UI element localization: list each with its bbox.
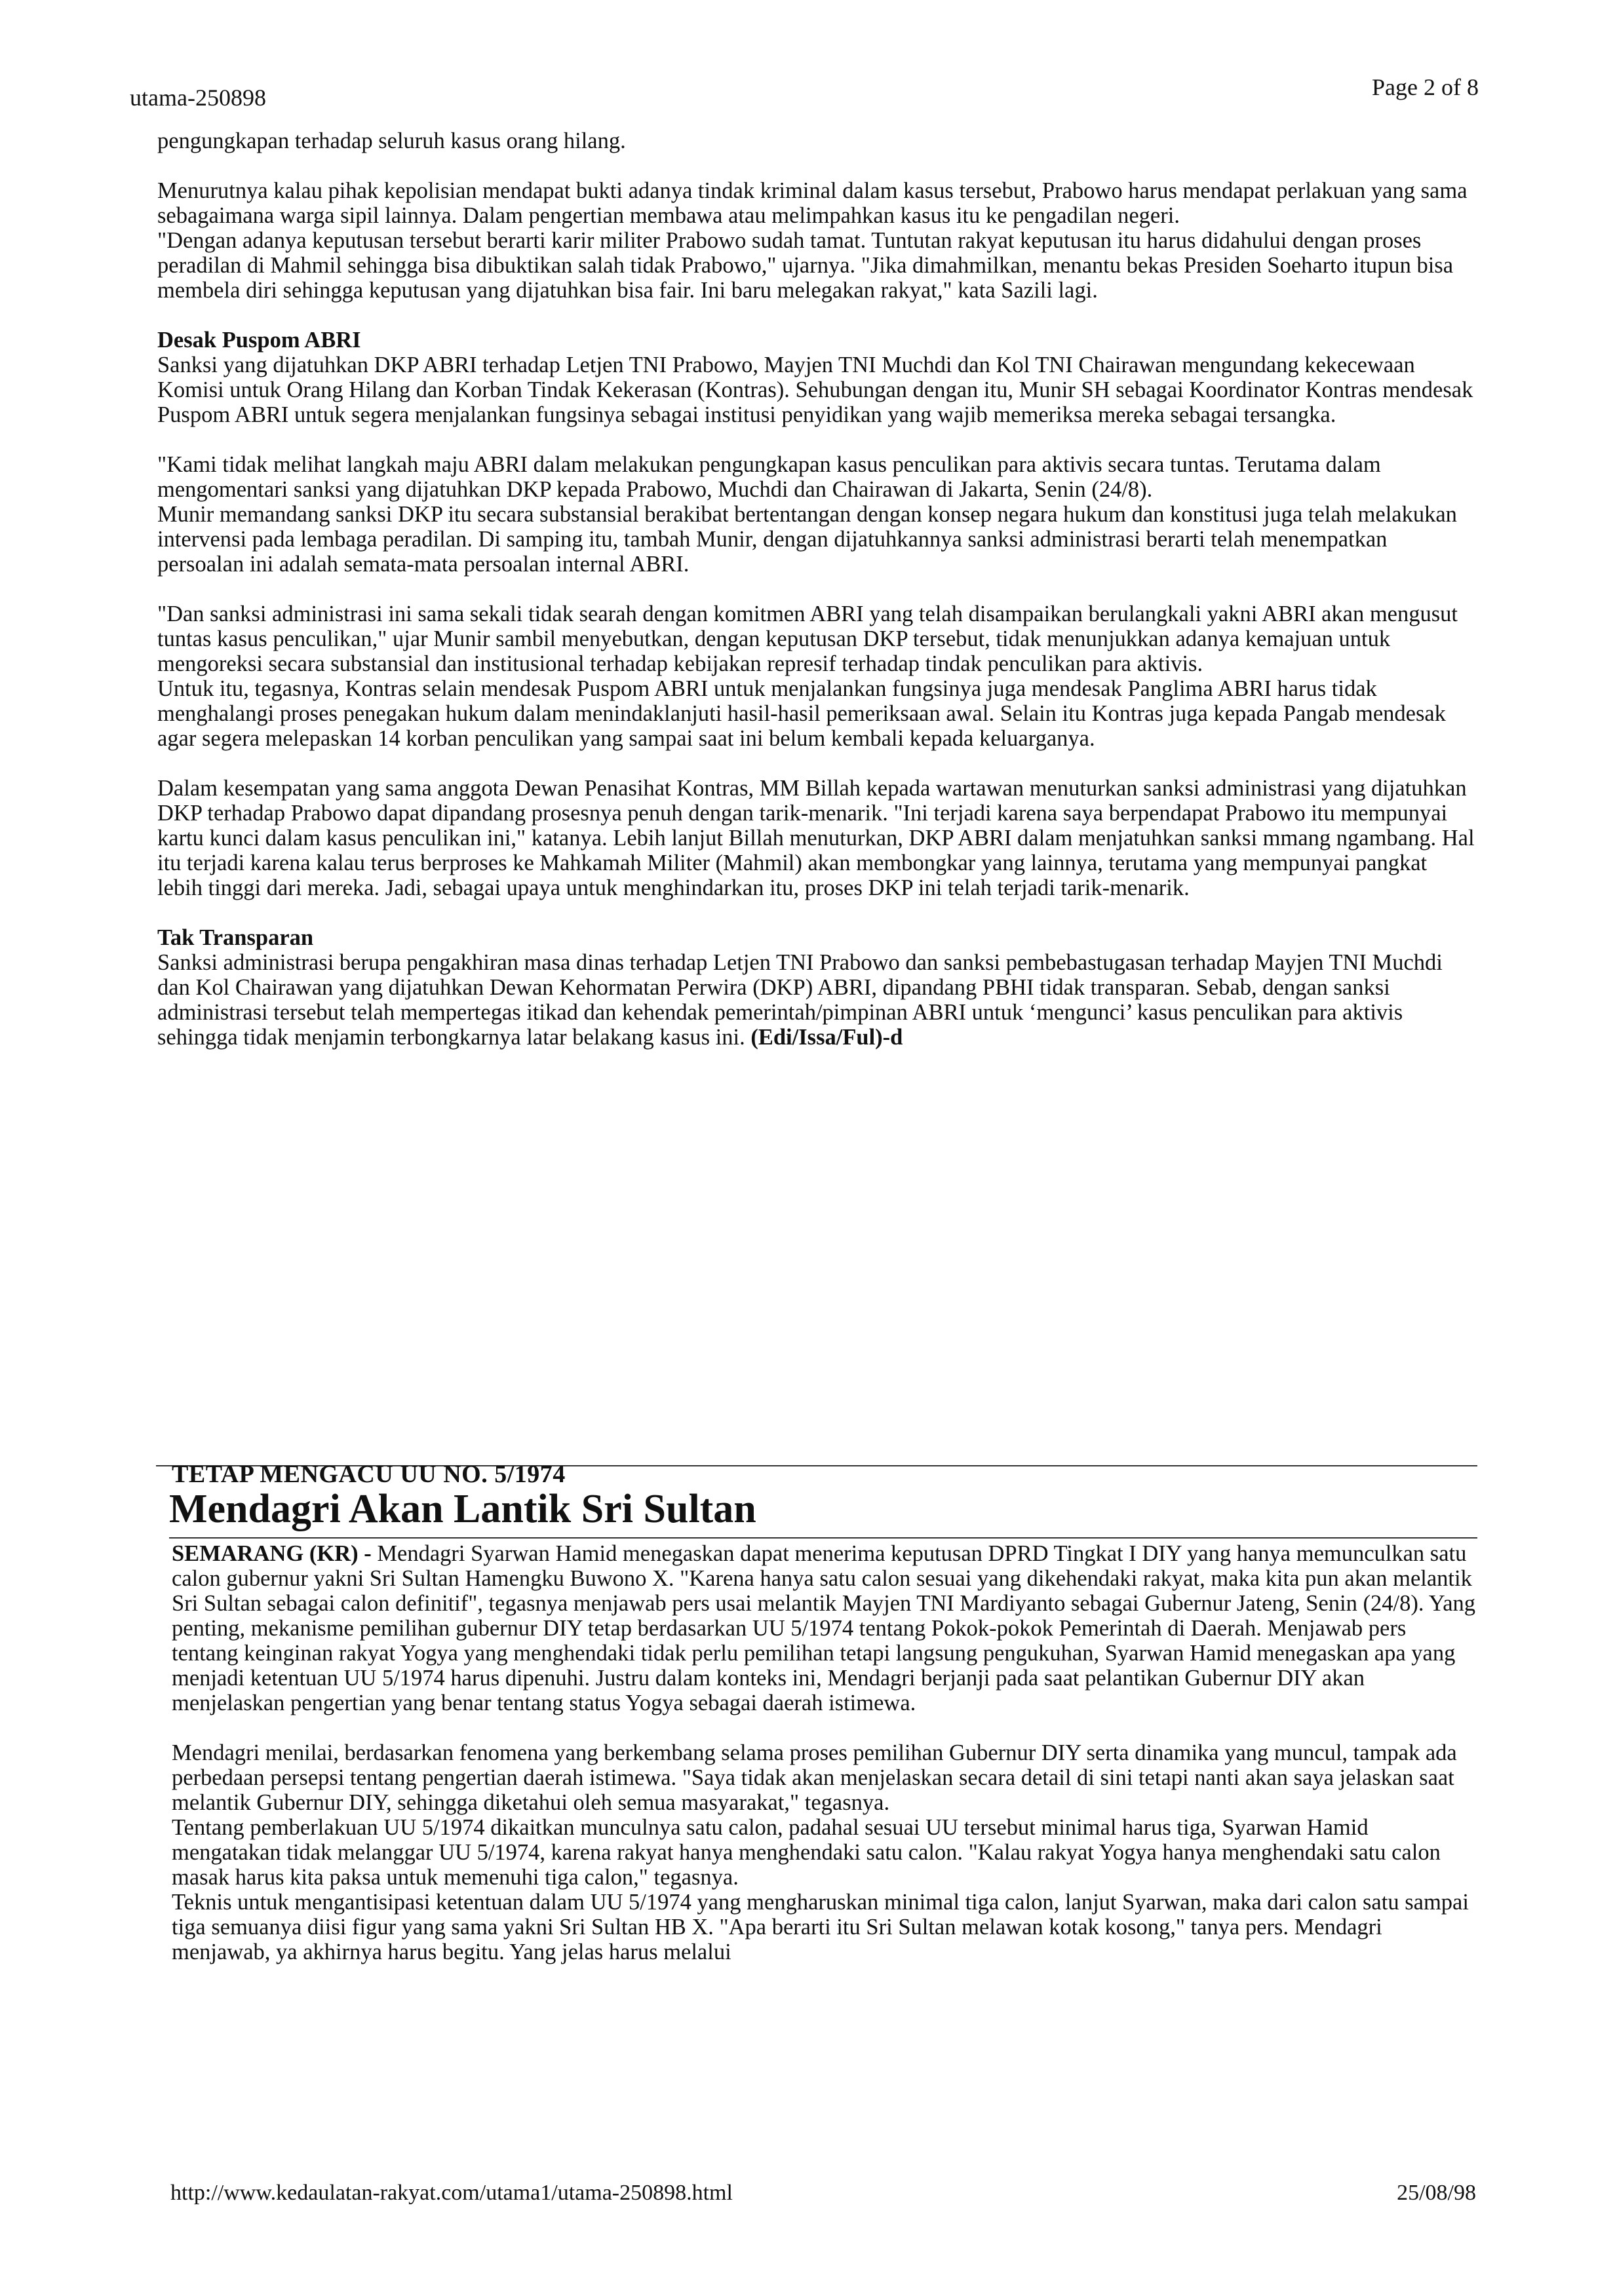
- section-heading: Tak Transparan: [157, 925, 314, 950]
- dateline: SEMARANG (KR) -: [172, 1541, 372, 1566]
- paragraph: Menurutnya kalau pihak kepolisian mendapat bukti adanya tindak kriminal dalam kasus tersebut, Prabowo harus mendapat perlakuan yang sama sebagaimana warga sipil lainnya. Dalam pengertian membawa atau melimpahkan kasus itu ke pengadilan negeri.: [157, 178, 1468, 228]
- author-credit: (Edi/Issa/Ful)-d: [750, 1025, 903, 1050]
- header-page-number: Page 2 of 8: [1372, 74, 1479, 100]
- paragraph: pengungkapan terhadap seluruh kasus orang hilang.: [157, 128, 626, 153]
- section-heading: Desak Puspom ABRI: [157, 328, 361, 353]
- paragraph: Munir memandang sanksi DKP itu secara substansial berakibat bertentangan dengan konsep negara hukum dan konstitusi juga telah melakukan intervensi pada lembaga peradilan. Di samping itu, tambah Munir, dengan dijatuhkannya sanksi administrasi berarti telah menempatkan persoalan ini adalah semata-mata persoalan internal ABRI.: [157, 502, 1457, 577]
- paragraph: Mendagri menilai, berdasarkan fenomena yang berkembang selama proses pemilihan Gubernur DIY serta dinamika yang muncul, tampak ada perbedaan persepsi tentang pengertian daerah istimewa. "Saya tidak akan menjelaskan secara detail di sini tetapi nanti akan saya jelaskan saat melantik Gubernur DIY, sehingga diketahui oleh semua masyarakat," tegasnya.: [172, 1740, 1457, 1815]
- article-body: [157, 128, 1475, 1050]
- footer-date: 25/08/98: [1397, 2181, 1476, 2205]
- paragraph: [157, 950, 1475, 1050]
- paragraph: Tentang pemberlakuan UU 5/1974 dikaitkan munculnya satu calon, padahal sesuai UU tersebut minimal harus tiga, Syarwan Hamid mengatakan tidak melanggar UU 5/1974, karena rakyat hanya menghendaki satu calon. "Kalau rakyat Yogya hanya menghendaki satu calon masak harus kita paksa untuk memenuhi tiga calon," tegasnya.: [172, 1815, 1441, 1890]
- paragraph: Untuk itu, tegasnya, Kontras selain mendesak Puspom ABRI untuk menjalankan fungsinya juga mendesak Panglima ABRI harus tidak menghalangi proses penegakan hukum dalam menindaklanjuti hasil-hasil pemeriksaan awal. Selain itu Kontras juga kepada Pangab mendesak agar segera melepaskan 14 korban penculikan yang sampai saat ini belum kembali kepada keluarganya.: [157, 676, 1446, 751]
- paragraph-text: Sanksi administrasi berupa pengakhiran masa dinas terhadap Letjen TNI Prabowo dan sanksi pembebastugasan terhadap Mayjen TNI Muchdi dan Kol Chairawan yang dijatuhkan Dewan Kehormatan Perwira (DKP) ABRI, dipandang PBHI tidak transparan. Sebab, dengan sanksi administrasi tersebut telah mempertegas itikad dan kehendak pemerintah/pimpinan ABRI untuk ‘mengunci’ kasus penculikan para aktivis sehingga tidak menjamin terbongkarnya latar belakang kasus ini.: [157, 950, 1443, 1050]
- article-kicker: TETAP MENGACU UU NO. 5/1974: [172, 1461, 566, 1488]
- paragraph: Sanksi yang dijatuhkan DKP ABRI terhadap Letjen TNI Prabowo, Mayjen TNI Muchdi dan Kol TNI Chairawan mengundang kekecewaan Komisi untuk Orang Hilang dan Korban Tindak Kekerasan (Kontras). Sehubungan dengan itu, Munir SH sebagai Koordinator Kontras mendesak Puspom ABRI untuk segera menjalankan fungsinya sebagai institusi penyidikan yang wajib memeriksa mereka sebagai tersangka.: [157, 353, 1473, 427]
- header-filename: utama-250898: [130, 85, 266, 111]
- article-headline: Mendagri Akan Lantik Sri Sultan: [169, 1487, 756, 1531]
- paragraph: "Dan sanksi administrasi ini sama sekali tidak searah dengan komitmen ABRI yang telah disampaikan berulangkali yakni ABRI akan mengusut tuntas kasus penculikan," ujar Munir sambil menyebutkan, dengan keputusan DKP tersebut, tidak menunjukkan adanya kemajuan untuk mengoreksi secara substansial dan institusional terhadap kebijakan represif terhadap tindak penculikan para aktivis.: [157, 602, 1458, 676]
- paragraph: Dalam kesempatan yang sama anggota Dewan Penasihat Kontras, MM Billah kepada wartawan menuturkan sanksi administrasi yang dijatuhkan DKP terhadap Prabowo dapat dipandang prosesnya penuh dengan tarik-menarik. "Ini terjadi karena saya berpendapat Prabowo itu mempunyai kartu kunci dalam kasus penculikan ini," katanya. Lebih lanjut Billah menuturkan, DKP ABRI dalam menjatuhkan sanksi mmang ngambang. Hal itu terjadi karena kalau terus berproses ke Mahkamah Militer (Mahmil) akan membongkar yang lainnya, terutama yang mempunyai pangkat lebih tinggi dari mereka. Jadi, sebagai upaya untuk menghindarkan itu, proses DKP ini telah terjadi tarik-menarik.: [157, 776, 1475, 900]
- paragraph: [172, 1541, 1476, 1715]
- paragraph: Teknis untuk mengantisipasi ketentuan dalam UU 5/1974 yang mengharuskan minimal tiga calon, lanjut Syarwan, maka dari calon satu sampai tiga semuanya diisi figur yang sama yakni Sri Sultan HB X. "Apa berarti itu Sri Sultan melawan kotak kosong," tanya pers. Mendagri menjawab, ya akhirnya harus begitu. Yang jelas harus melalui: [172, 1890, 1469, 1964]
- footer-url: http://www.kedaulatan-rakyat.com/utama1/utama-250898.html: [170, 2181, 733, 2205]
- divider: [169, 1537, 1477, 1539]
- paragraph-text: Mendagri Syarwan Hamid menegaskan dapat menerima keputusan DPRD Tingkat I DIY yang hanya memunculkan satu calon gubernur yakni Sri Sultan Hamengku Buwono X. "Karena hanya satu calon sesuai yang dikehendaki rakyat, maka kita pun akan melantik Sri Sultan sebagai calon definitif", tegasnya menjawab pers usai melantik Mayjen TNI Mardiyanto sebagai Gubernur Jateng, Senin (24/8). Yang penting, mekanisme pemilihan gubernur DIY tetap berdasarkan UU 5/1974 tentang Pokok-pokok Pemerintah di Daerah. Menjawab pers tentang keinginan rakyat Yogya yang menghendaki tidak perlu pemilihan tetapi langsung pengukuhan, Syarwan Hamid menegaskan apa yang menjadi ketentuan UU 5/1974 harus dipenuhi. Justru dalam konteks ini, Mendagri berjanji pada saat pelantikan Gubernur DIY akan menjelaskan pengertian yang benar tentang status Yogya sebagai daerah istimewa.: [172, 1541, 1476, 1715]
- paragraph: "Kami tidak melihat langkah maju ABRI dalam melakukan pengungkapan kasus penculikan para aktivis secara tuntas. Terutama dalam mengomentari sanksi yang dijatuhkan DKP kepada Prabowo, Muchdi dan Chairawan di Jakarta, Senin (24/8).: [157, 452, 1381, 502]
- paragraph: "Dengan adanya keputusan tersebut berarti karir militer Prabowo sudah tamat. Tuntutan rakyat keputusan itu harus didahului dengan proses peradilan di Mahmil sehingga bisa dibuktikan salah tidak Prabowo," ujarnya. "Jika dimahmilkan, menantu bekas Presiden Soeharto itupun bisa membela diri sehingga keputusan yang dijatuhkan bisa fair. Ini baru melegakan rakyat," kata Sazili lagi.: [157, 228, 1454, 303]
- article-body-2: [172, 1541, 1476, 1964]
